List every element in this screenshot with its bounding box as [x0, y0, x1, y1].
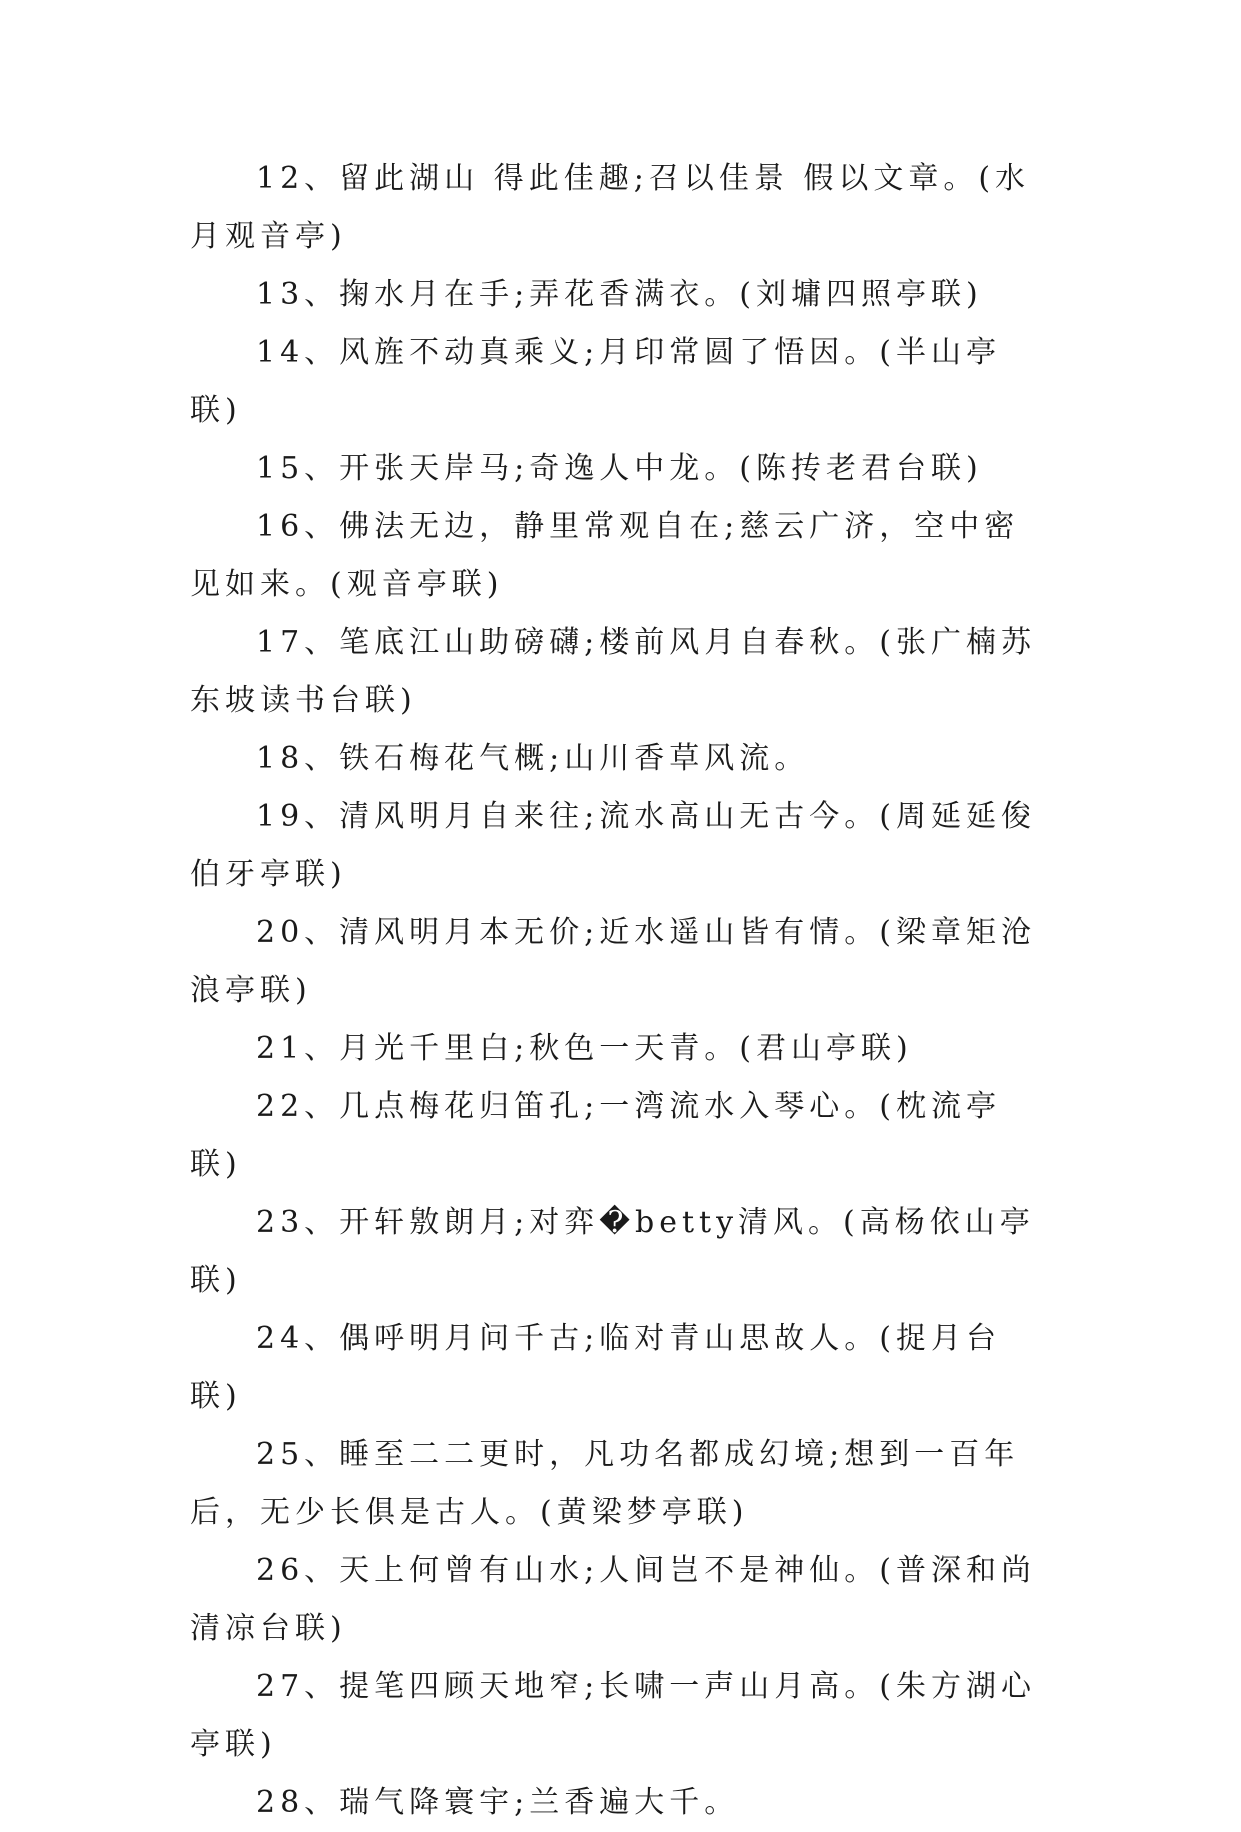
couplet-entry-28: 28、瑞气降寰宇;兰香遍大千。	[256, 1785, 740, 1820]
couplet-entry-13: 13、掬水月在手;弄花香满衣。(刘墉四照亭联)	[256, 277, 983, 312]
couplet-entry-18: 18、铁石梅花气概;山川香草风流。	[256, 741, 810, 776]
couplet-entry-26: 26、天上何曾有山水;人间岂不是神仙。(普深和尚清凉台联)	[190, 1553, 1036, 1646]
couplet-entry-27: 27、提笔四顾天地窄;长啸一声山月高。(朱方湖心亭联)	[190, 1669, 1036, 1762]
couplet-entry-12: 12、留此湖山 得此佳趣;召以佳景 假以文章。(水月观音亭)	[190, 161, 1031, 254]
couplet-entry-24: 24、偶呼明月问千古;临对青山思故人。(捉月台联)	[190, 1321, 1001, 1414]
couplet-entry-23: 23、开轩敫朗月;对弈�betty清风。(高杨依山亭联)	[190, 1205, 1035, 1298]
couplet-entry-25: 25、睡至二二更时，凡功名都成幻境;想到一百年后，无少长俱是古人。(黄梁梦亭联)	[190, 1437, 1020, 1530]
couplet-entry-19: 19、清风明月自来往;流水高山无古今。(周延延俊伯牙亭联)	[190, 799, 1036, 892]
couplet-entry-20: 20、清风明月本无价;近水遥山皆有情。(梁章矩沧浪亭联)	[190, 915, 1036, 1008]
couplet-entry-17: 17、笔底江山助磅礴;楼前风月自春秋。(张广楠苏东坡读书台联)	[190, 625, 1036, 718]
couplet-entry-22: 22、几点梅花归笛孔;一湾流水入琴心。(枕流亭联)	[190, 1089, 1001, 1182]
couplet-entry-21: 21、月光千里白;秋色一天青。(君山亭联)	[256, 1031, 913, 1066]
couplet-entry-15: 15、开张天岸马;奇逸人中龙。(陈抟老君台联)	[256, 451, 983, 486]
couplet-list	[190, 150, 1050, 1832]
couplet-entry-14: 14、风旌不动真乘义;月印常圆了悟因。(半山亭联)	[190, 335, 1001, 428]
couplet-entry-16: 16、佛法无边，静里常观自在;慈云广济，空中密见如来。(观音亭联)	[190, 509, 1020, 602]
